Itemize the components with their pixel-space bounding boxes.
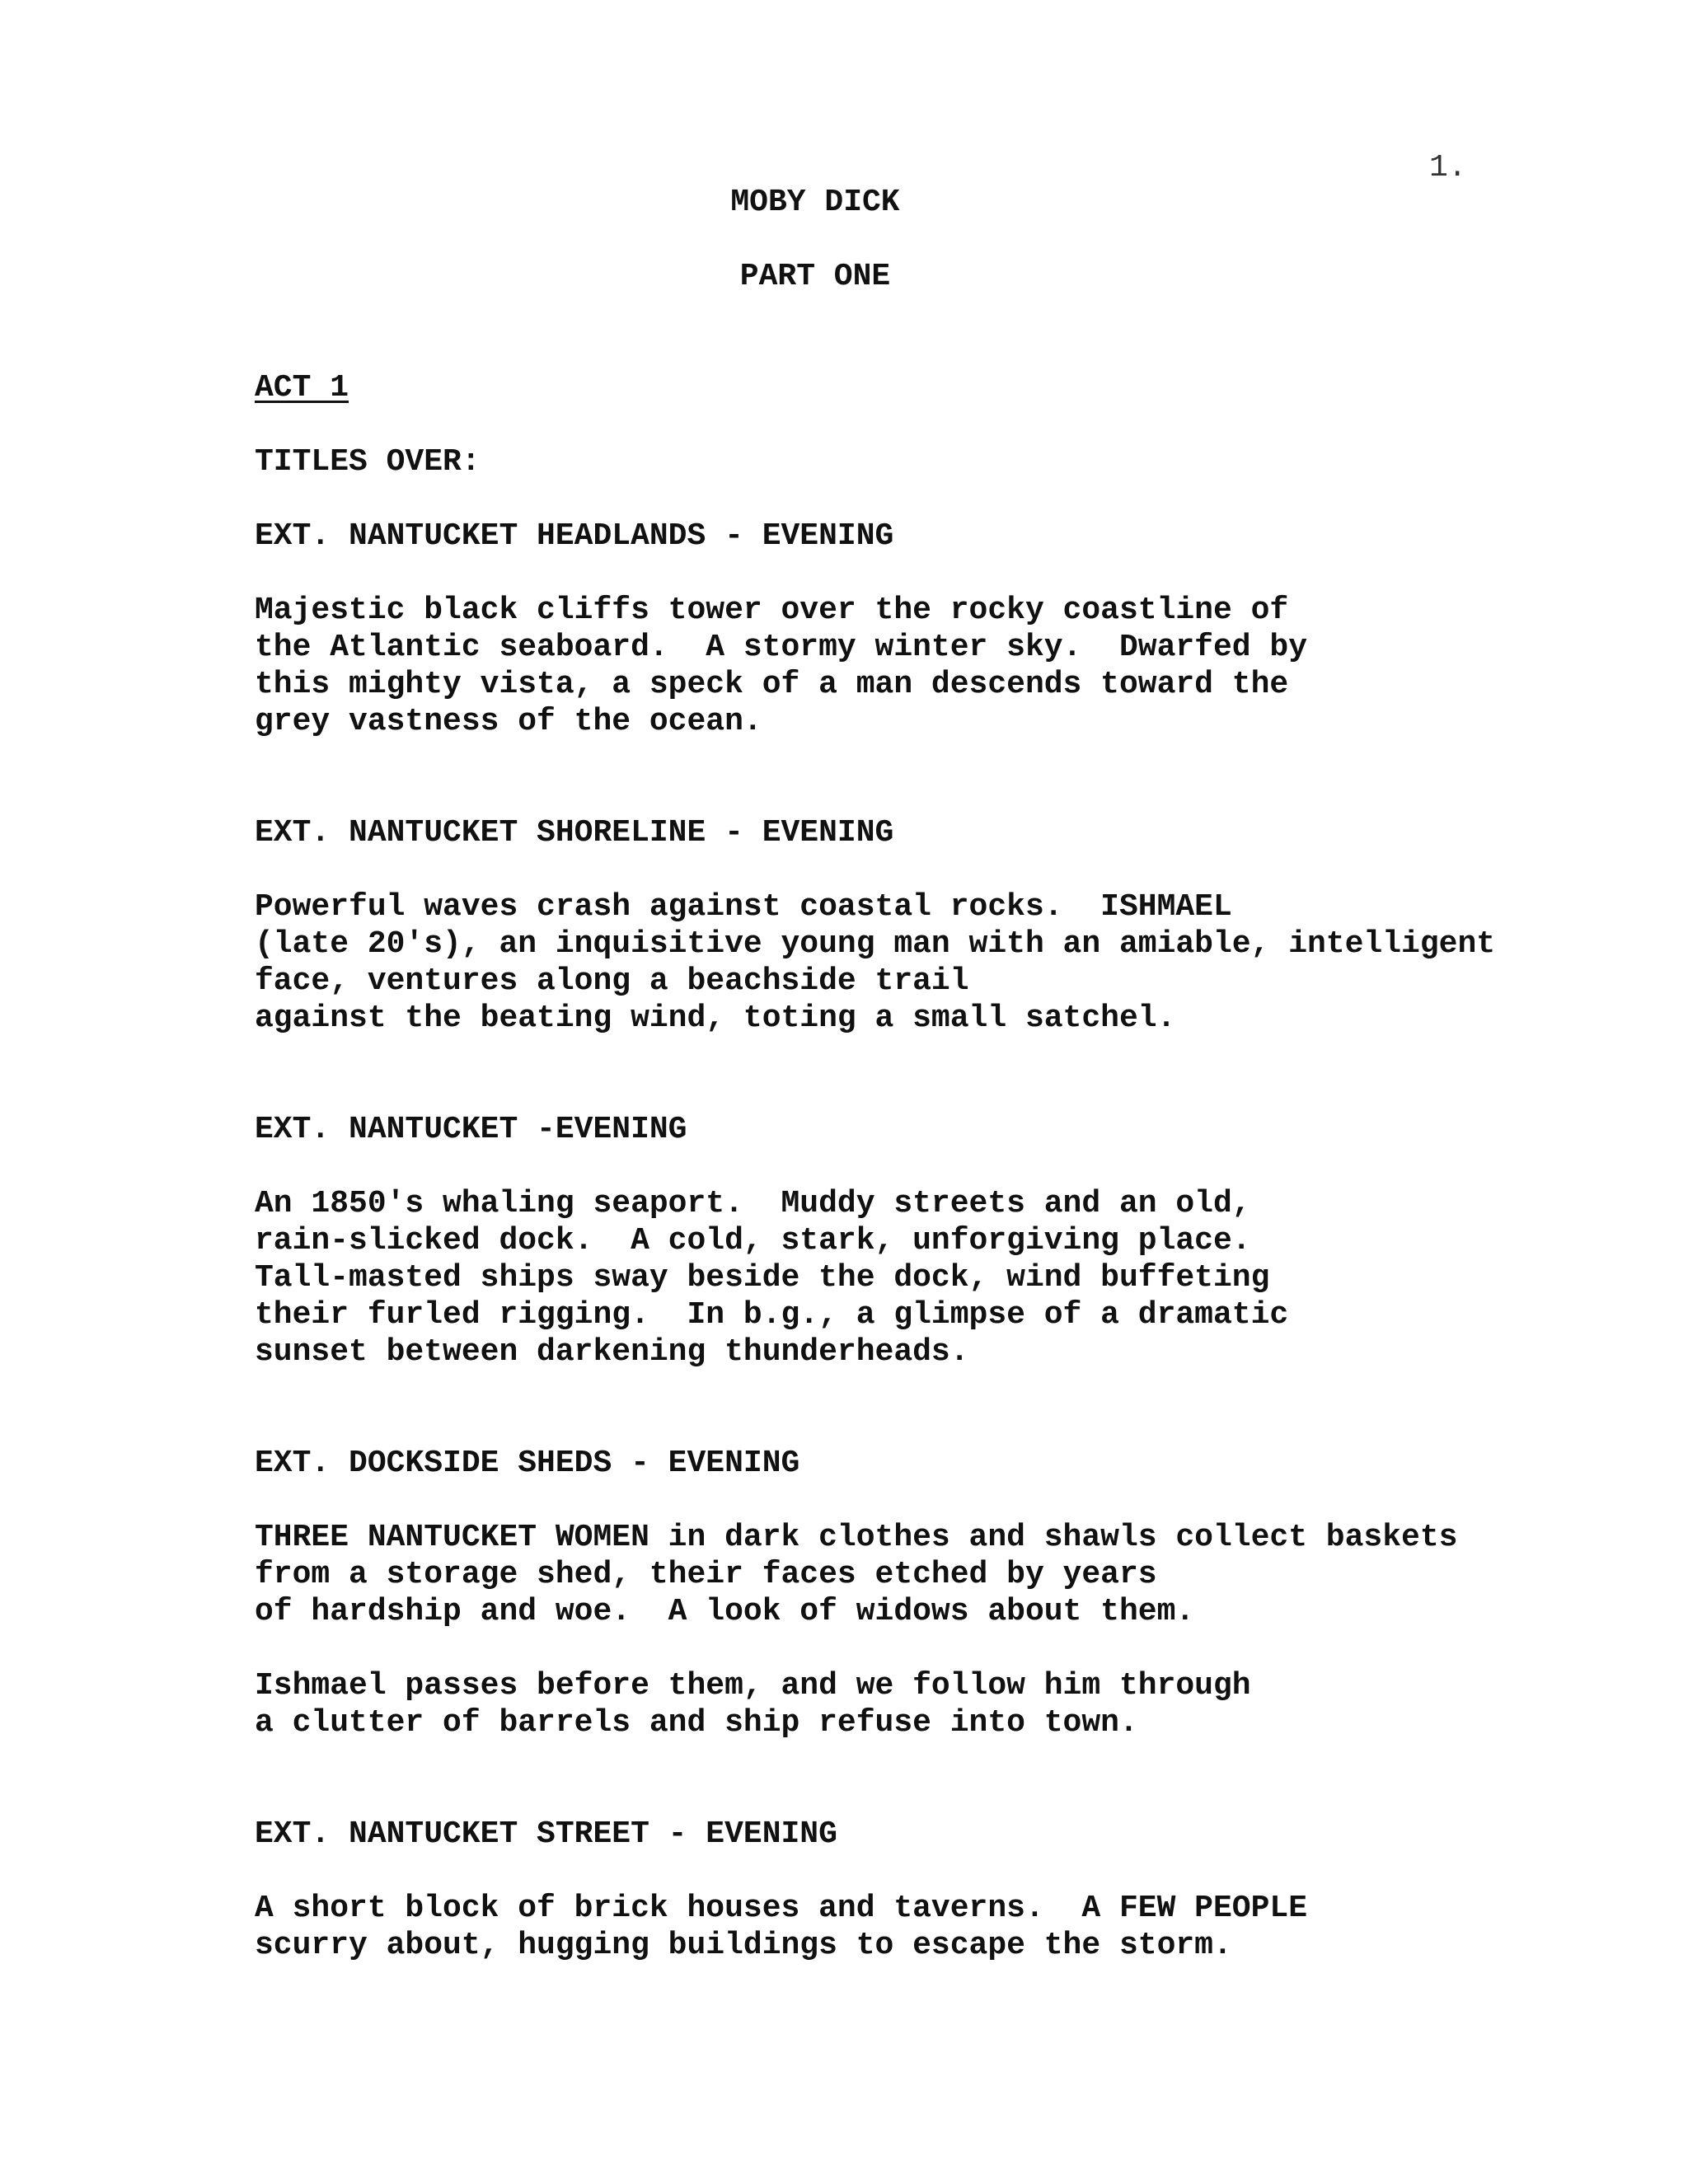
scene-heading: EXT. DOCKSIDE SHEDS - EVENING [255, 1446, 800, 1481]
action-paragraph: THREE NANTUCKET WOMEN in dark clothes and shawls collect baskets from a storage shed, their faces etched by years of hardship and woe. A look of widows about them. [255, 1520, 1458, 1629]
script-subtitle: PART ONE [739, 259, 891, 294]
action-paragraph: Powerful waves crash against coastal rocks. ISHMAEL (late 20's), an inquisitive young man with an amiable, intelligent face, ventures along a beachside trail against the beating wind, toting a small satchel. [255, 889, 1496, 1036]
transition-line: TITLES OVER: [255, 444, 481, 480]
action-paragraph: A short block of brick houses and taverns. A FEW PEOPLE scurry about, hugging buildings to escape the storm. [255, 1891, 1308, 1963]
scene-heading: EXT. NANTUCKET STREET - EVENING [255, 1816, 837, 1852]
act-heading: ACT 1 [255, 370, 349, 405]
script-title: MOBY DICK [730, 185, 900, 220]
action-paragraph: An 1850's whaling seaport. Muddy streets and an old, rain-slicked dock. A cold, stark, unforgiving place. Tall-masted ships sway beside the dock, wind buffeting their furled rigging. In b.g., a glimpse of a dramatic sunset between darkening thunderheads. [255, 1186, 1289, 1370]
action-paragraph: Majestic black cliffs tower over the rocky coastline of the Atlantic seaboard. A stormy winter sky. Dwarfed by this mighty vista, a speck of a man descends toward the grey vastness of the ocean. [255, 593, 1308, 739]
scene-heading: EXT. NANTUCKET HEADLANDS - EVENING [255, 518, 894, 554]
page-number: 1. [1429, 150, 1467, 185]
scene-heading: EXT. NANTUCKET SHORELINE - EVENING [255, 815, 894, 851]
action-paragraph: Ishmael passes before them, and we follow him through a clutter of barrels and ship refuse into town. [255, 1668, 1251, 1741]
scene-heading: EXT. NANTUCKET -EVENING [255, 1112, 687, 1147]
